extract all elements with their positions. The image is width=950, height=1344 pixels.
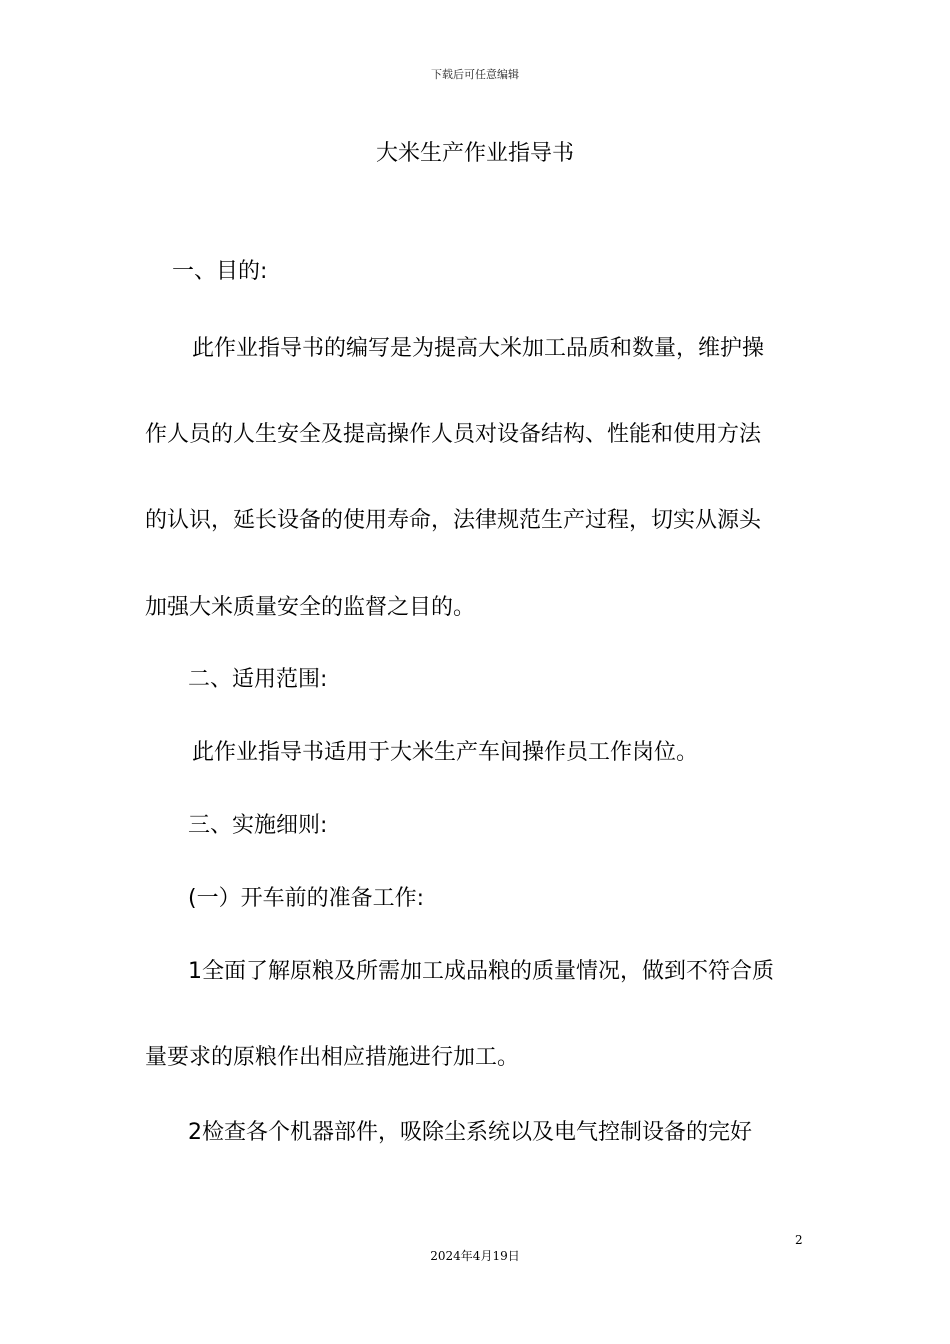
paragraph-line: 作人员的人生安全及提高操作人员对设备结构、性能和使用方法 xyxy=(145,422,762,447)
header-note: 下载后可任意编辑 xyxy=(431,68,519,81)
section-heading-scope: 二、适用范围: xyxy=(188,667,328,692)
section-heading-purpose: 一、目的: xyxy=(172,259,268,284)
paragraph-line: 1全面了解原粮及所需加工成品粮的质量情况，做到不符合质 xyxy=(188,959,774,984)
paragraph-line: 加强大米质量安全的监督之目的。 xyxy=(145,595,476,620)
paragraph-line: 量要求的原粮作出相应措施进行加工。 xyxy=(145,1045,520,1070)
document-title: 大米生产作业指导书 xyxy=(375,141,574,166)
footer-date: 2024年4月19日 xyxy=(430,1249,520,1263)
paragraph-line: 2检查各个机器部件，吸除尘系统以及电气控制设备的完好 xyxy=(188,1120,752,1145)
subsection-heading-preparation: (一）开车前的准备工作: xyxy=(188,886,424,911)
paragraph-line: 的认识，延长设备的使用寿命，法律规范生产过程，切实从源头 xyxy=(145,508,762,533)
paragraph-line: 此作业指导书适用于大米生产车间操作员工作岗位。 xyxy=(192,740,699,765)
paragraph-line: 此作业指导书的编写是为提高大米加工品质和数量，维护操 xyxy=(192,336,765,361)
page-number: 2 xyxy=(795,1233,803,1247)
section-heading-details: 三、实施细则: xyxy=(188,813,328,838)
